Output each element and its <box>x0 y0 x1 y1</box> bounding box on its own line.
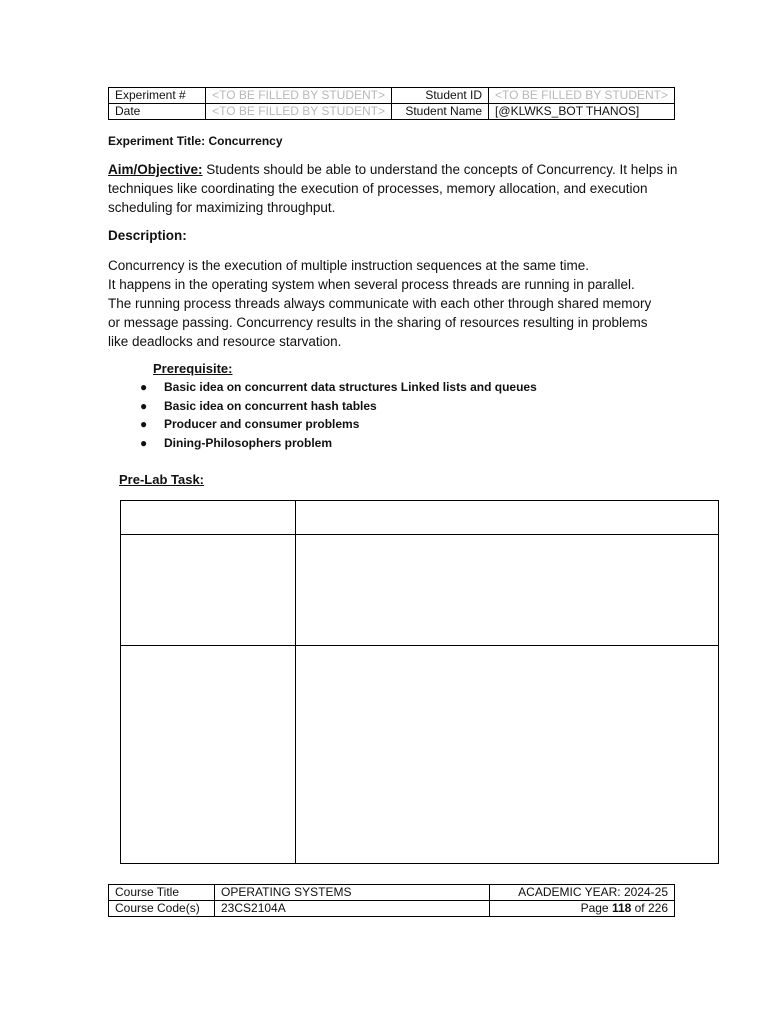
table-row <box>109 88 675 104</box>
student-info-table <box>108 87 675 120</box>
date-field[interactable]: <TO BE FILLED BY STUDENT> <box>206 104 392 120</box>
table-cell[interactable] <box>296 501 719 535</box>
prelab-heading: Pre-Lab Task: <box>119 472 205 487</box>
student-id-field[interactable]: <TO BE FILLED BY STUDENT> <box>489 88 675 104</box>
list-item <box>140 397 537 416</box>
page-prefix: Page <box>580 901 612 915</box>
list-item <box>140 415 537 434</box>
table-row <box>121 646 719 864</box>
table-row <box>109 901 675 917</box>
aim-text: Students should be able to understand the concepts of Concurrency. It helps in techniques like coordinating the execution of processes, memory allocation, and execution scheduling for maximizing throughput. <box>108 162 678 215</box>
list-item <box>140 378 537 397</box>
course-title-value: OPERATING SYSTEMS <box>215 885 490 901</box>
table-row <box>121 501 719 535</box>
prerequisite-list <box>140 378 537 452</box>
description-line: The running process threads always communicate with each other through shared memory <box>108 296 652 311</box>
table-cell[interactable] <box>296 535 719 646</box>
course-title-label: Course Title <box>109 885 215 901</box>
academic-year: ACADEMIC YEAR: 2024-25 <box>490 885 675 901</box>
course-footer-table <box>108 884 675 917</box>
list-item-text: Dining-Philosophers problem <box>164 435 333 450</box>
experiment-title: Experiment Title: Concurrency <box>108 134 283 148</box>
description-line: Concurrency is the execution of multiple instruction sequences at the same time. <box>108 258 589 273</box>
table-row <box>121 535 719 646</box>
list-item-text: Producer and consumer problems <box>164 417 360 431</box>
list-item-text: Basic idea on concurrent data structures Linked lists and queues <box>164 380 537 394</box>
description-line: It happens in the operating system when several process threads are running in parallel. <box>108 277 635 292</box>
student-name-field[interactable]: [@KLWKS_BOT THANOS] <box>489 104 675 120</box>
table-row <box>109 885 675 901</box>
aim-label: Aim/Objective: <box>108 162 203 177</box>
page-suffix: of 226 <box>631 901 668 915</box>
description-body <box>108 256 693 351</box>
table-cell[interactable] <box>121 501 296 535</box>
description-line: like deadlocks and resource starvation. <box>108 334 342 349</box>
student-name-label: Student Name <box>392 104 489 120</box>
list-item <box>140 434 537 453</box>
table-cell[interactable] <box>121 646 296 864</box>
bullet-icon: ● <box>140 435 148 450</box>
prerequisite-heading: Prerequisite: <box>153 361 233 376</box>
bullet-icon: ● <box>140 398 148 413</box>
page-current: 118 <box>611 901 632 915</box>
table-cell[interactable] <box>121 535 296 646</box>
bullet-icon: ● <box>140 380 148 394</box>
experiment-label: Experiment # <box>109 88 206 104</box>
list-item-text: Basic idea on concurrent hash tables <box>164 398 377 413</box>
page-number <box>490 901 675 917</box>
prelab-task-table <box>120 500 719 864</box>
student-id-label: Student ID <box>392 88 489 104</box>
aim-paragraph <box>108 160 693 217</box>
table-cell[interactable] <box>296 646 719 864</box>
description-line: or message passing. Concurrency results in the sharing of resources resulting in problems <box>108 315 648 330</box>
course-code-label: Course Code(s) <box>109 901 215 917</box>
date-label: Date <box>109 104 206 120</box>
description-heading: Description: <box>108 228 187 243</box>
experiment-field[interactable]: <TO BE FILLED BY STUDENT> <box>206 88 392 104</box>
bullet-icon: ● <box>140 417 148 431</box>
table-row <box>109 104 675 120</box>
course-code-value: 23CS2104A <box>215 901 490 917</box>
